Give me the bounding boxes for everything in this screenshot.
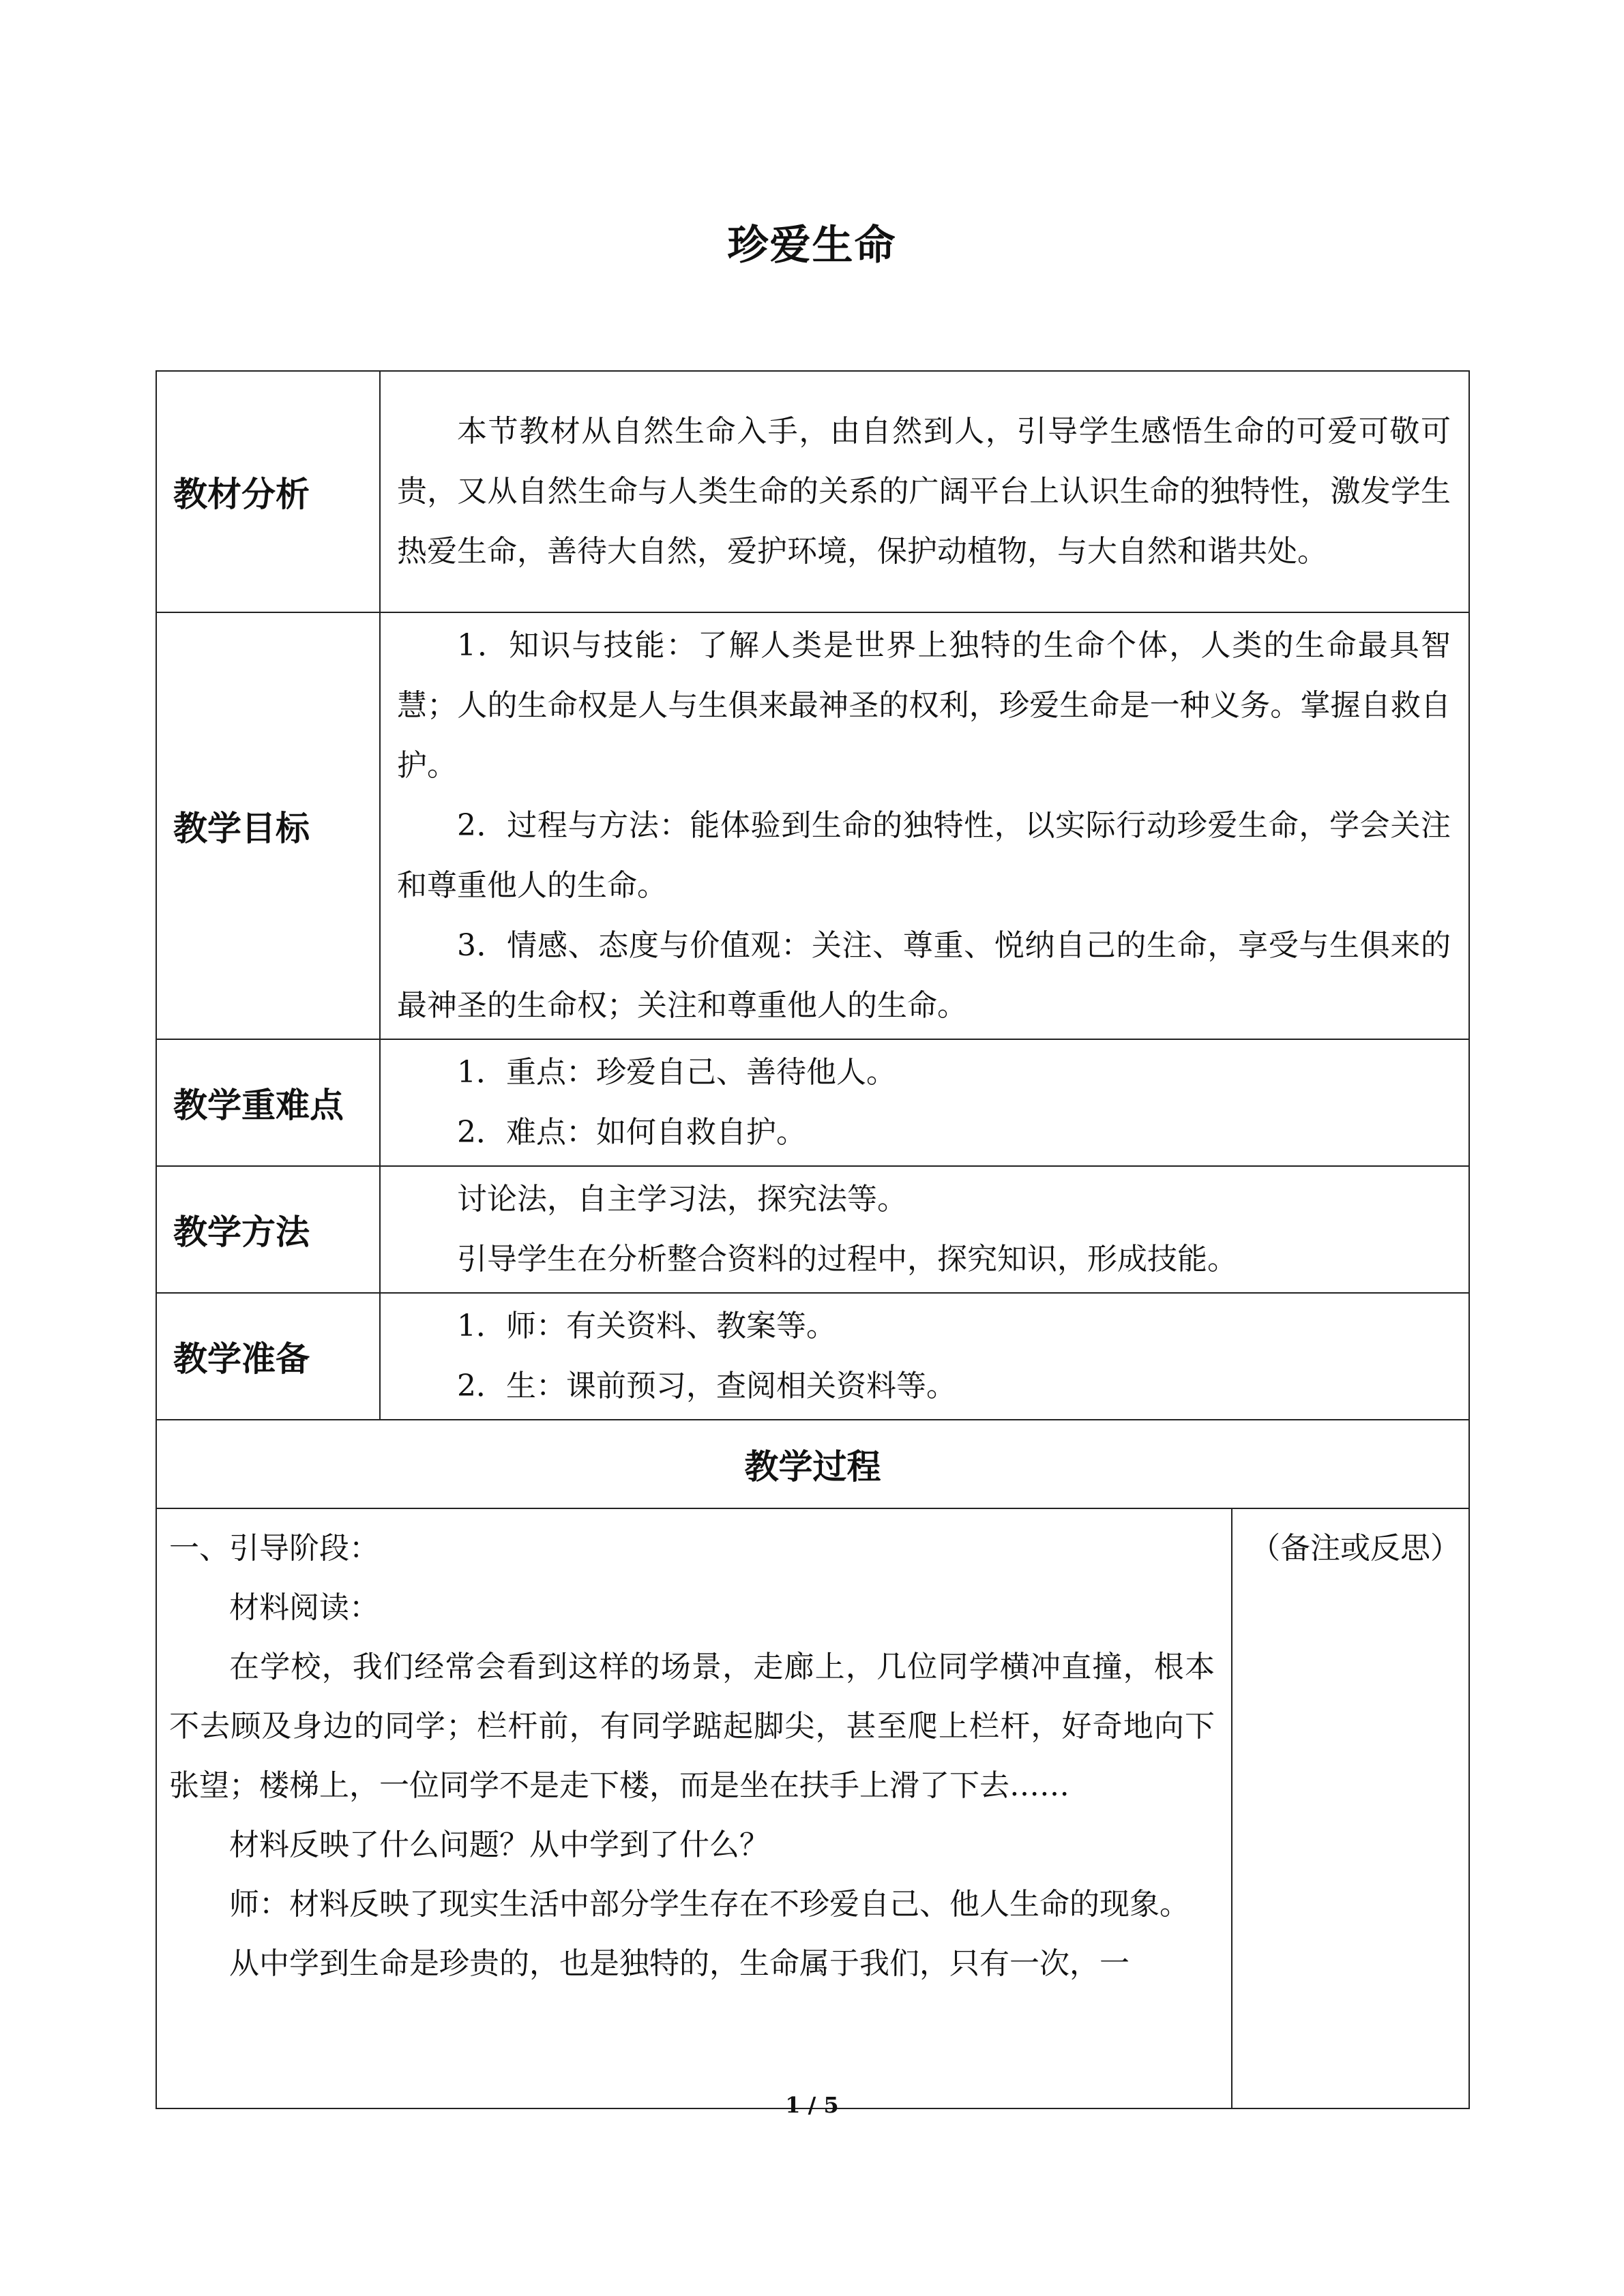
content-key-points: [380, 1039, 1469, 1166]
row-process-header: [156, 1420, 1469, 1508]
row-objectives: [156, 612, 1469, 1039]
analysis-paragraph: 本节教材从自然生命入手，由自然到人，引导学生感悟生命的可爱可敬可贵，又从自然生命与人类生命的关系的广阔平台上认识生命的独特性，激发学生热爱生命，善待大自然，爱护环境，保护动植物，与大自然和谐共处。: [397, 414, 1451, 569]
process-paragraph: 从中学到生命是珍贵的，也是独特的，生命属于我们，只有一次，一: [229, 1946, 1130, 1981]
process-header: 教学过程: [156, 1420, 1469, 1508]
notes-column: （备注或反思）: [1232, 1508, 1469, 2108]
process-paragraph: 师：材料反映了现实生活中部分学生存在不珍爱自己、他人生命的现象。: [229, 1887, 1190, 1922]
objective-2: 2．过程与方法：能体验到生命的独特性，以实际行动珍爱生命，学会关注和尊重他人的生命。: [397, 808, 1451, 903]
key-point-2: 2．难点：如何自救自护。: [457, 1115, 806, 1150]
process-paragraph: 材料阅读：: [229, 1590, 379, 1625]
row-analysis: [156, 371, 1469, 612]
process-stage-heading: 一、引导阶段：: [169, 1531, 379, 1566]
content-methods: [380, 1166, 1469, 1293]
lesson-plan-table: [156, 370, 1470, 2109]
row-process: [156, 1508, 1469, 2108]
preparation-2: 2．生：课前预习，查阅相关资料等。: [457, 1369, 956, 1403]
key-point-1: 1．重点：珍爱自己、善待他人。: [457, 1055, 896, 1090]
process-paragraph: 在学校，我们经常会看到这样的场景，走廊上，几位同学横冲直撞，根本不去顾及身边的同学；栏杆前，有同学踮起脚尖，甚至爬上栏杆，好奇地向下张望；楼梯上，一位同学不是走下楼，而是坐在扶手上滑了下去……: [169, 1650, 1215, 1803]
row-preparation: [156, 1293, 1469, 1420]
objective-1: 1．知识与技能：了解人类是世界上独特的生命个体，人类的生命最具智慧；人的生命权是人与生俱来最神圣的权利，珍爱生命是一种义务。掌握自救自护。: [397, 628, 1451, 783]
method-1: 讨论法，自主学习法，探究法等。: [457, 1182, 907, 1217]
objective-3: 3．情感、态度与价值观：关注、尊重、悦纳自己的生命，享受与生俱来的最神圣的生命权；关注和尊重他人的生命。: [397, 928, 1451, 1023]
method-2: 引导学生在分析整合资料的过程中，探究知识，形成技能。: [457, 1242, 1237, 1277]
preparation-1: 1．师：有关资料、教案等。: [457, 1309, 836, 1343]
page-title: 珍爱生命: [727, 222, 897, 269]
content-analysis: [380, 371, 1469, 612]
label-preparation: 教学准备: [156, 1293, 380, 1420]
process-content: [156, 1508, 1232, 2108]
content-preparation: [380, 1293, 1469, 1420]
content-objectives: [380, 612, 1469, 1039]
label-analysis: 教材分析: [156, 371, 380, 612]
label-key-points: 教学重难点: [156, 1039, 380, 1166]
label-methods: 教学方法: [156, 1166, 380, 1293]
label-objectives: 教学目标: [156, 612, 380, 1039]
row-methods: [156, 1166, 1469, 1293]
row-key-points: [156, 1039, 1469, 1166]
page-number: 1 / 5: [785, 2092, 839, 2118]
process-paragraph: 材料反映了什么问题？从中学到了什么？: [229, 1828, 769, 1862]
